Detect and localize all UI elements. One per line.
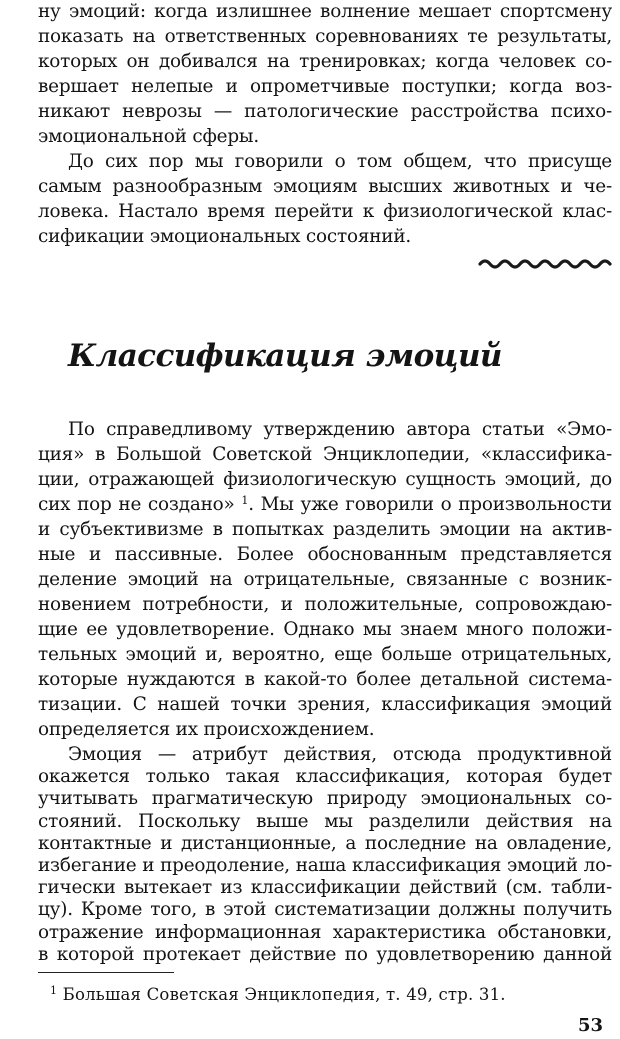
text-line: определяется их происхождением. (38, 719, 375, 740)
text-line: ные и пассивные. Более обоснованным представляется (38, 544, 612, 565)
text-line: и субъективизме в попытках разделить эмоции на актив- (38, 519, 612, 540)
text-line: учитывать прагматическую природу эмоциональных со- (38, 788, 612, 810)
text-line: избегание и преодоление, наша классификация эмоций ло- (38, 855, 612, 876)
footnote-text: Большая Советская Энциклопедия, т. 49, стр. 31. (62, 985, 506, 1004)
text-line: самым разнообразным эмоциям высших животных и че- (38, 176, 612, 197)
text-line: щие ее удовлетворение. Однако мы знаем много положи- (38, 619, 612, 640)
text-line: тельных эмоций и, вероятно, еще больше отрицательных, (38, 644, 612, 665)
text-line: новением потребности, и положительные, сопровождаю- (38, 594, 612, 615)
text-line: которые нуждаются в какой-то более детальной система- (38, 669, 612, 690)
wave-ornament-icon (478, 256, 612, 272)
text-line: До сих пор мы говорили о том общем, что присуще (68, 151, 612, 172)
text-line: ция» в Большой Советской Энциклопедии, «классифика- (38, 444, 612, 465)
text-line: в которой протекает действие по удовлетворению данной (38, 943, 612, 965)
text-segment: сих пор не создано» (38, 494, 235, 515)
footnote-divider (38, 972, 174, 973)
text-line: вершает нелепые и опрометчивые поступки; когда воз- (38, 76, 612, 97)
page-number: 53 (578, 1015, 604, 1036)
footnote-marker: 1 (50, 984, 58, 997)
footnote (50, 984, 506, 1006)
section-heading: Классификация эмоций (68, 338, 502, 374)
text-line: стояний. Поскольку выше мы разделили действия на (38, 810, 612, 832)
text-line: которых он добивался на тренировках; когда человек со- (38, 51, 612, 72)
text-line: никают неврозы — патологические расстройства психо- (38, 101, 612, 122)
text-line: По справедливому утверждению автора статьи «Эмо- (68, 419, 612, 440)
text-line: деление эмоций на отрицательные, связанные с возник- (38, 569, 612, 590)
text-segment: . Мы уже говорили о произвольности (248, 494, 612, 515)
text-line: цу). Кроме того, в этой систематизации должны получить (38, 899, 612, 921)
text-line: тизации. С нашей точки зрения, классификация эмоций (38, 694, 612, 715)
text-line: окажется только такая классификация, которая будет (38, 766, 612, 788)
text-line (38, 493, 612, 517)
text-line: отражение информационная характеристика обстановки, (38, 921, 612, 943)
text-line: ловека. Настало время перейти к физиологической клас- (38, 201, 612, 222)
text-line: показать на ответственных соревнованиях те результаты, (38, 26, 612, 47)
text-line: эмоциональной сферы. (38, 126, 260, 147)
text-line: ции, отражающей физиологическую сущность эмоций, до (38, 469, 612, 490)
text-line: сификации эмоциональных состояний. (38, 226, 412, 247)
text-line: Эмоция — атрибут действия, отсюда продуктивной (68, 744, 612, 765)
text-line: контактные и дистанционные, а последние на овладение, (38, 832, 612, 854)
text-line: гически вытекает из классификации действий (см. табли- (38, 877, 612, 899)
footnote-reference: 1 (241, 494, 249, 507)
text-line: ну эмоций: когда излишнее волнение мешает спортсмену (38, 1, 612, 22)
